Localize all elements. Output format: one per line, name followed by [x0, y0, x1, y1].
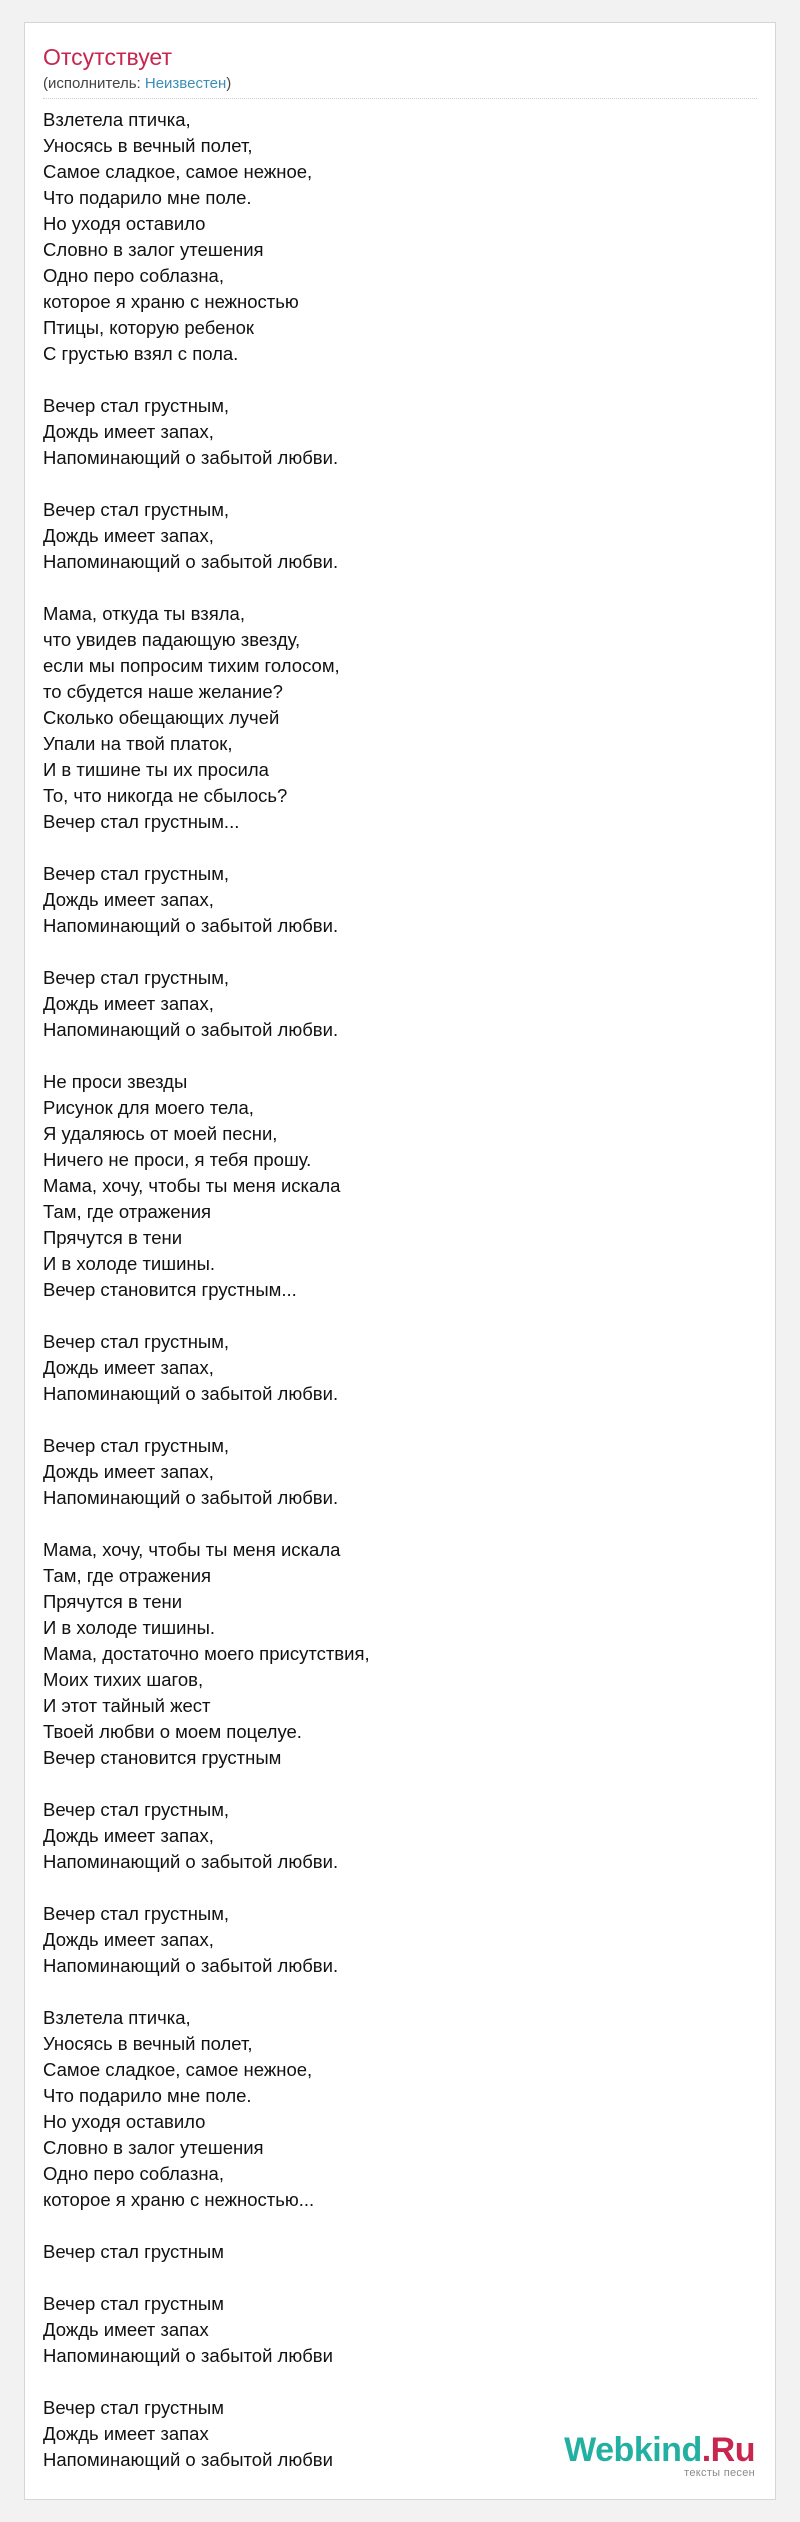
lyric-line: Самое сладкое, самое нежное, [43, 161, 313, 182]
stanza [43, 107, 743, 367]
lyric-line: Взлетела птичка, [43, 109, 191, 130]
lyric-line: Вечер стал грустным, [43, 499, 230, 520]
lyric-line: Напоминающий о забытой любви. [43, 1019, 339, 1040]
lyric-line: И в тишине ты их просила [43, 759, 269, 780]
stanza [43, 861, 743, 939]
lyric-line: что увидев падающую звезду, [43, 629, 301, 650]
lyrics-body [43, 107, 743, 2473]
lyric-line: Мама, хочу, чтобы ты меня искала [43, 1539, 341, 1560]
lyric-line: Прячутся в тени [43, 1227, 183, 1248]
lyric-line: Дождь имеет запах, [43, 1357, 214, 1378]
lyric-line: которое я храню с нежностью... [43, 2189, 315, 2210]
lyric-line: Напоминающий о забытой любви. [43, 1383, 339, 1404]
lyric-line: если мы попросим тихим голосом, [43, 655, 340, 676]
lyric-line: То, что никогда не сбылось? [43, 785, 288, 806]
lyric-line: Дождь имеет запах, [43, 525, 214, 546]
logo-wordmark [564, 2433, 755, 2467]
lyric-line: Вечер стал грустным, [43, 1903, 230, 1924]
artist-line [43, 74, 231, 94]
lyric-line: Словно в залог утешения [43, 239, 264, 260]
site-logo[interactable] [564, 2433, 755, 2479]
lyric-line: Упали на твой платок, [43, 733, 233, 754]
lyric-line: Там, где отражения [43, 1201, 212, 1222]
lyric-line: Птицы, которую ребенок [43, 317, 255, 338]
lyric-line: Напоминающий о забытой любви [43, 2345, 333, 2366]
lyric-line: Одно перо соблазна, [43, 2163, 224, 2184]
song-title: Отсутствует [43, 44, 172, 70]
lyric-line: Дождь имеет запах, [43, 1461, 214, 1482]
lyric-line: Рисунок для моего тела, [43, 1097, 254, 1118]
lyric-line: Вечер стал грустным [43, 2241, 224, 2262]
lyric-line: Твоей любви о моем поцелуе. [43, 1721, 302, 1742]
lyric-line: то сбудется наше желание? [43, 681, 283, 702]
lyrics-card [24, 22, 776, 2500]
lyric-line: Что подарило мне поле. [43, 2085, 252, 2106]
stanza [43, 1537, 743, 1771]
stanza [43, 1433, 743, 1511]
lyric-line: Вечер стал грустным, [43, 967, 230, 988]
lyric-line: Не проси звезды [43, 1071, 188, 1092]
lyric-line: Напоминающий о забытой любви. [43, 1487, 339, 1508]
stanza [43, 601, 743, 835]
lyric-line: Вечер стал грустным, [43, 863, 230, 884]
lyric-line: Вечер стал грустным, [43, 1799, 230, 1820]
lyric-line: Взлетела птичка, [43, 2007, 191, 2028]
artist-prefix: (исполнитель: [43, 75, 145, 92]
lyric-line: Дождь имеет запах, [43, 421, 214, 442]
lyric-line: Там, где отражения [43, 1565, 212, 1586]
lyric-line: Вечер стал грустным, [43, 1331, 230, 1352]
lyric-line: Вечер становится грустным [43, 1747, 282, 1768]
stanza [43, 2005, 743, 2213]
lyric-line: Вечер становится грустным... [43, 1279, 297, 1300]
lyric-line: Прячутся в тени [43, 1591, 183, 1612]
stanza [43, 2239, 743, 2265]
logo-tagline: тексты песен [684, 2467, 755, 2479]
stanza [43, 1901, 743, 1979]
lyric-line: Дождь имеет запах, [43, 1825, 214, 1846]
header-divider [43, 98, 757, 99]
lyric-line: Я удаляюсь от моей песни, [43, 1123, 278, 1144]
lyric-line: Дождь имеет запах, [43, 1929, 214, 1950]
lyric-line: Напоминающий о забытой любви. [43, 1851, 339, 1872]
lyric-line: Дождь имеет запах, [43, 889, 214, 910]
stanza [43, 1329, 743, 1407]
lyric-line: С грустью взял с пола. [43, 343, 239, 364]
lyric-line: Напоминающий о забытой любви. [43, 551, 339, 572]
lyric-line: Дождь имеет запах [43, 2423, 209, 2444]
lyric-line: Мама, хочу, чтобы ты меня искала [43, 1175, 341, 1196]
lyric-line: Моих тихих шагов, [43, 1669, 204, 1690]
lyric-line: Дождь имеет запах, [43, 993, 214, 1014]
lyric-line: И этот тайный жест [43, 1695, 211, 1716]
artist-link[interactable]: Неизвестен [144, 75, 227, 92]
lyric-line: Вечер стал грустным [43, 2293, 224, 2314]
lyric-line: Уносясь в вечный полет, [43, 135, 253, 156]
lyric-line: Напоминающий о забытой любви. [43, 915, 339, 936]
lyric-line: Но уходя оставило [43, 213, 206, 234]
lyric-line: Напоминающий о забытой любви [43, 2449, 333, 2470]
lyric-line: И в холоде тишины. [43, 1253, 216, 1274]
logo-tld: .Ru [701, 2431, 755, 2469]
stanza [43, 1069, 743, 1303]
lyric-line: Напоминающий о забытой любви. [43, 1955, 339, 1976]
lyric-line: И в холоде тишины. [43, 1617, 216, 1638]
lyric-line: Словно в залог утешения [43, 2137, 264, 2158]
lyric-line: Вечер стал грустным, [43, 395, 230, 416]
lyric-line: Уносясь в вечный полет, [43, 2033, 253, 2054]
artist-suffix: ) [226, 75, 232, 92]
lyric-line: Что подарило мне поле. [43, 187, 252, 208]
lyric-line: Ничего не проси, я тебя прошу. [43, 1149, 312, 1170]
lyric-line: Одно перо соблазна, [43, 265, 224, 286]
stanza [43, 2291, 743, 2369]
lyric-line: которое я храню с нежностью [43, 291, 299, 312]
lyric-line: Дождь имеет запах [43, 2319, 209, 2340]
stanza [43, 1797, 743, 1875]
lyric-line: Вечер стал грустным... [43, 811, 240, 832]
lyric-line: Но уходя оставило [43, 2111, 206, 2132]
logo-name: Webkind [564, 2431, 702, 2469]
lyric-line: Вечер стал грустным [43, 2397, 224, 2418]
lyric-line: Самое сладкое, самое нежное, [43, 2059, 313, 2080]
lyric-line: Вечер стал грустным, [43, 1435, 230, 1456]
stanza [43, 497, 743, 575]
stanza [43, 393, 743, 471]
lyric-line: Напоминающий о забытой любви. [43, 447, 339, 468]
lyric-line: Мама, откуда ты взяла, [43, 603, 245, 624]
stanza [43, 965, 743, 1043]
lyric-line: Мама, достаточно моего присутствия, [43, 1643, 370, 1664]
lyric-line: Сколько обещающих лучей [43, 707, 280, 728]
